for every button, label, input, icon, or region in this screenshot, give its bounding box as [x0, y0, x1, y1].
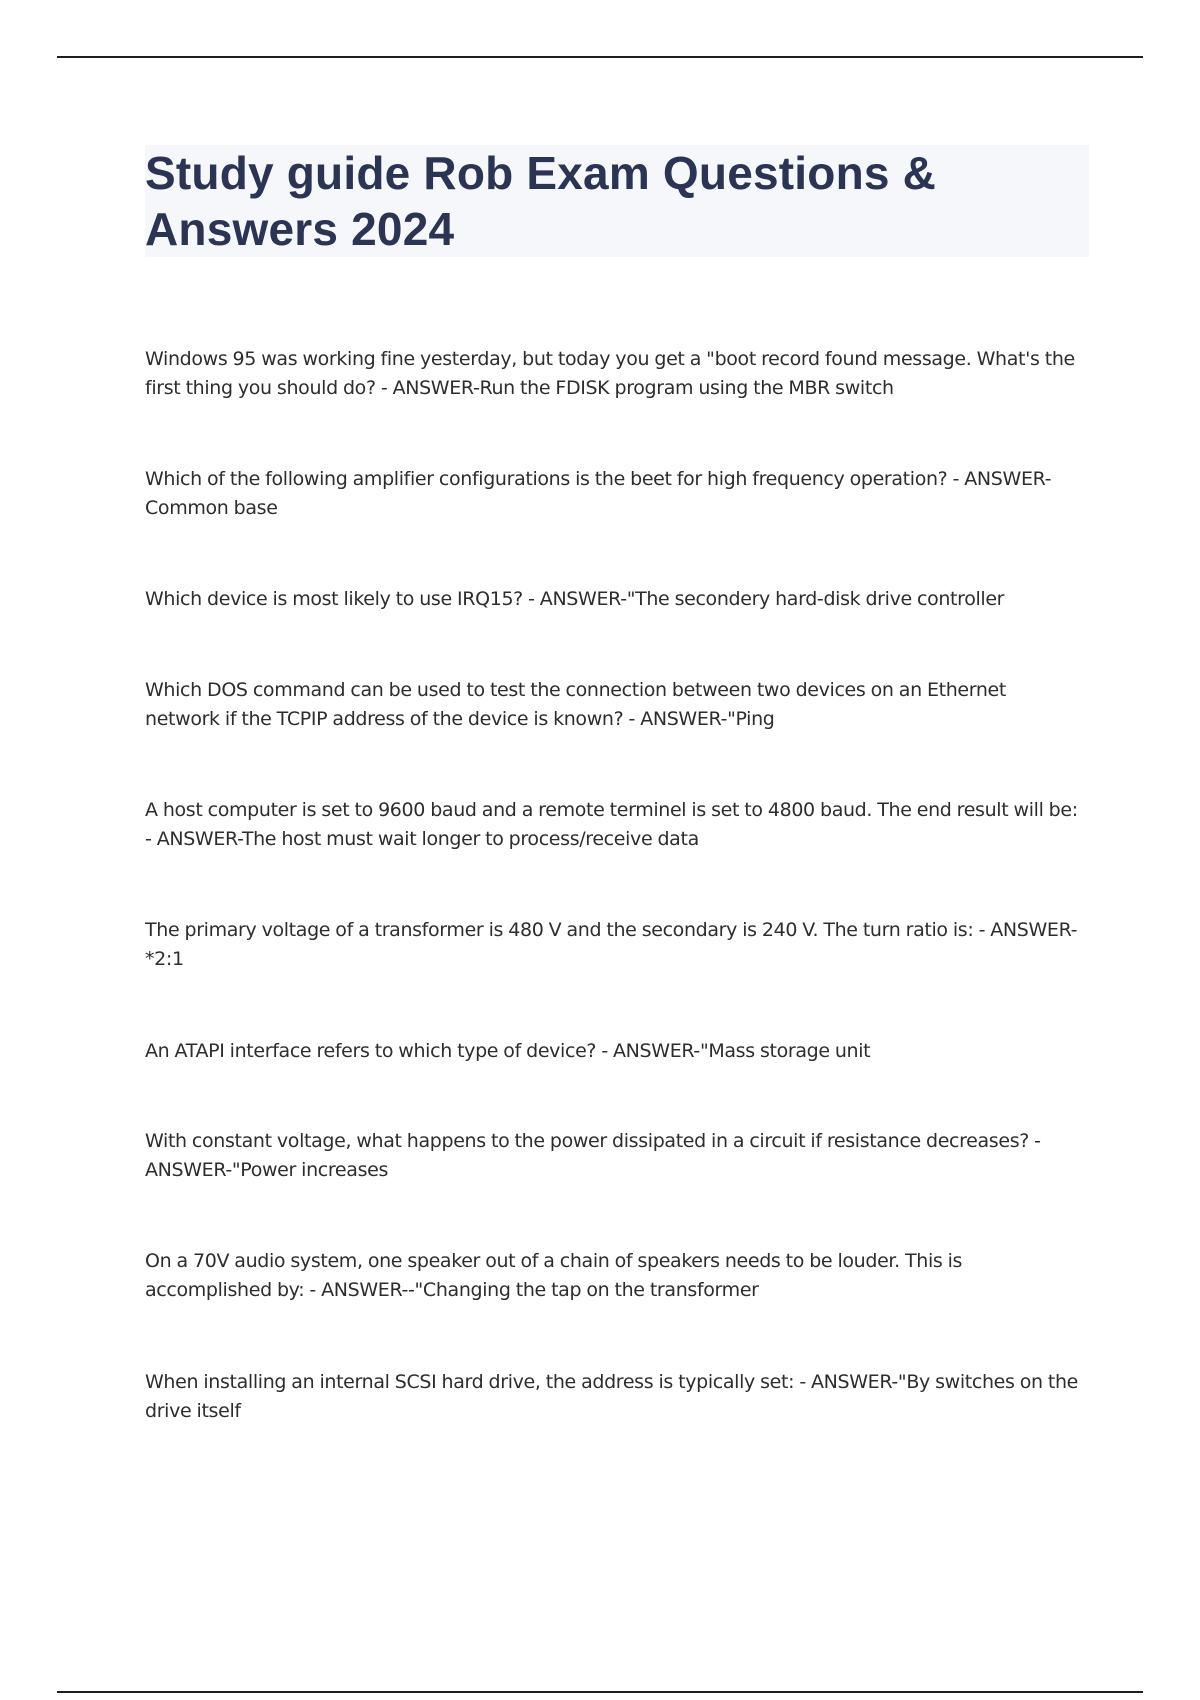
qa-item-10: When installing an internal SCSI hard drive, the address is typically set: - ANSWER-"By switches on the drive itself: [145, 1371, 1079, 1422]
qa-item-3: Which device is most likely to use IRQ15? - ANSWER-"The secondery hard-disk drive controller: [145, 588, 1005, 610]
top-rule: [57, 56, 1143, 58]
qa-item-7: An ATAPI interface refers to which type of device? - ANSWER-"Mass storage unit: [145, 1040, 871, 1062]
qa-item-8: With constant voltage, what happens to the power dissipated in a circuit if resistance decreases? - ANSWER-"Power increases: [145, 1130, 1041, 1181]
bottom-rule: [57, 1691, 1143, 1693]
document-title: Study guide Rob Exam Questions & Answers 2024: [145, 147, 937, 255]
title-block: [145, 145, 1089, 257]
qa-item-1: Windows 95 was working fine yesterday, but today you get a "boot record found message. What's the first thing you should do? - ANSWER-Run the FDISK program using the MBR switch: [145, 348, 1075, 399]
qa-item-2: Which of the following amplifier configurations is the beet for high frequency operation? - ANSWER-Common base: [145, 468, 1052, 519]
qa-item-4: Which DOS command can be used to test the connection between two devices on an Ethernet network if the TCPIP address of the device is known? - ANSWER-"Ping: [145, 679, 1006, 730]
qa-item-6: The primary voltage of a transformer is 480 V and the secondary is 240 V. The turn ratio is: - ANSWER-*2:1: [145, 919, 1078, 970]
qa-item-5: A host computer is set to 9600 baud and a remote terminel is set to 4800 baud. The end result will be: - ANSWER-The host must wait longer to process/receive data: [145, 799, 1078, 850]
qa-item-9: On a 70V audio system, one speaker out of a chain of speakers needs to be louder. This is accomplished by: - ANSWER--"Changing the tap on the transformer: [145, 1250, 963, 1301]
